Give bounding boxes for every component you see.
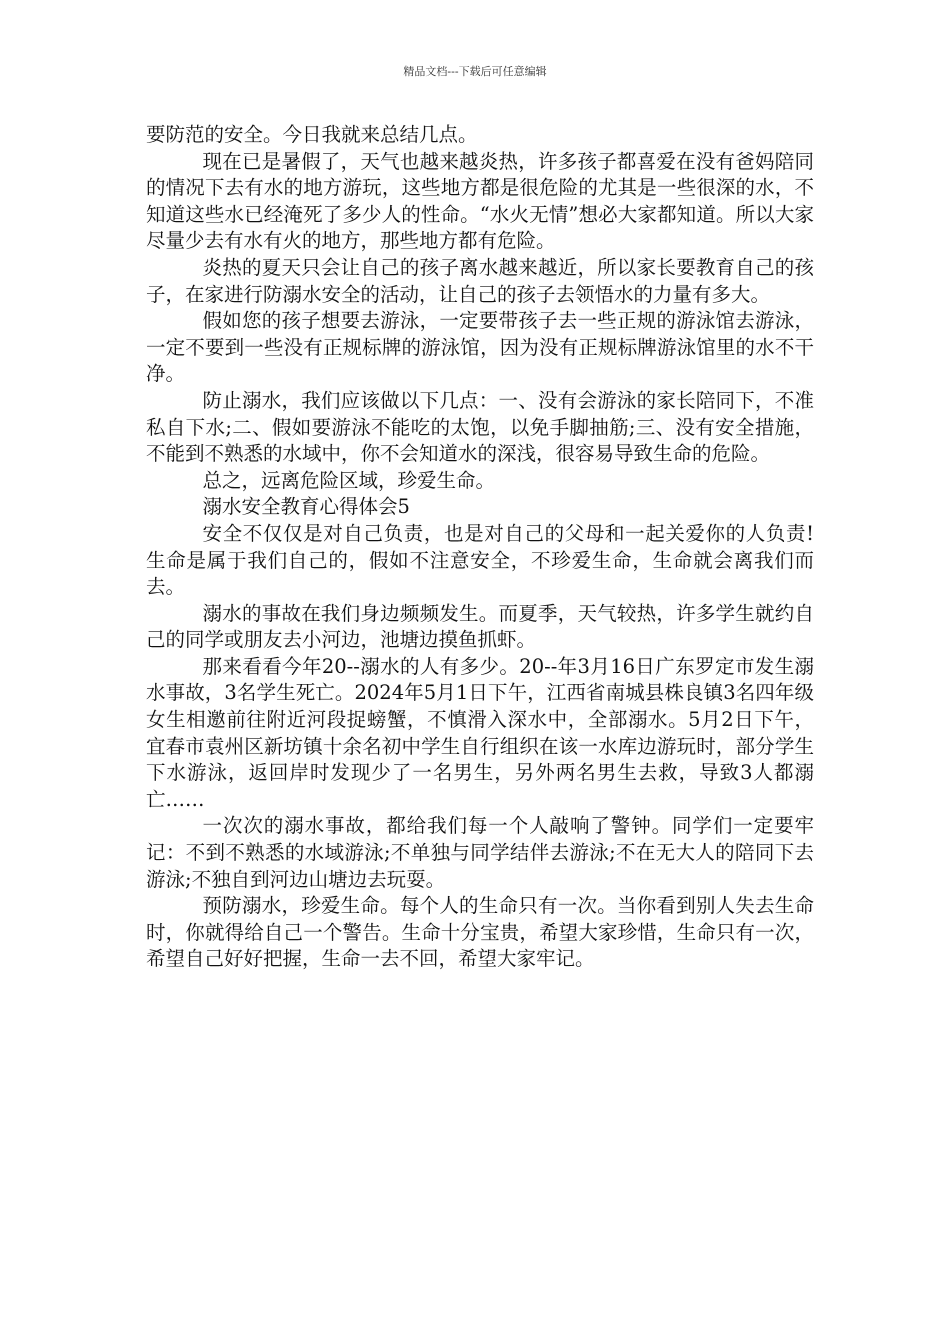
paragraph: 防止溺水，我们应该做以下几点：一、没有会游泳的家长陪同下，不准私自下水;二、假如要游泳不能吃的太饱，以免手脚抽筋;三、没有安全措施，不能到不熟悉的水域中，你不会知道水的深浅，很容易导致生命的危险。 (146, 388, 814, 466)
paragraph: 预防溺水，珍爱生命。每个人的生命只有一次。当你看到别人失去生命时，你就得给自己一个警告。生命十分宝贵，希望大家珍惜，生命只有一次，希望自己好好把握，生命一去不回，希望大家牢记。 (146, 894, 814, 971)
paragraph: 那来看看今年20--溺水的人有多少。20--年3月16日广东罗定市发生溺水事故，3名学生死亡。2024年5月1日下午，江西省南城县株良镇3名四年级女生相邀前往附近河段捉螃蟹，不慎滑入深水中，全部溺水。5月2日下午，宜春市袁州区新坊镇十余名初中学生自行组织在该一水库边游玩时，部分学生下水游泳，返回岸时发现少了一名男生，另外两名男生去救，导致3人都溺亡…… (146, 654, 814, 811)
paragraph: 假如您的孩子想要去游泳，一定要带孩子去一些正规的游泳馆去游泳，一定不要到一些没有正规标牌的游泳馆，因为没有正规标牌游泳馆里的水不干净。 (146, 309, 814, 386)
paragraph: 现在已是暑假了，天气也越来越炎热，许多孩子都喜爱在没有爸妈陪同的情况下去有水的地方游玩，这些地方都是很危险的尤其是一些很深的水，不知道这些水已经淹死了多少人的性命。“水火无情”想必大家都知道。所以大家尽量少去有水有火的地方，那些地方都有危险。 (146, 149, 814, 253)
paragraph: 安全不仅仅是对自己负责，也是对自己的父母和一起关爱你的人负责!生命是属于我们自己的，假如不注意安全，不珍爱生命，生命就会离我们而去。 (146, 521, 814, 599)
paragraph: 炎热的夏天只会让自己的孩子离水越来越近，所以家长要教育自己的孩子，在家进行防溺水安全的活动，让自己的孩子去领悟水的力量有多大。 (146, 255, 814, 306)
section-heading: 溺水安全教育心得体会5 (202, 495, 410, 519)
paragraph: 总之，远离危险区域，珍爱生命。 (202, 468, 496, 492)
page-header: 精品文档---下载后可任意编辑 (403, 65, 547, 78)
paragraph: 一次次的溺水事故，都给我们每一个人敲响了警钟。同学们一定要牢记：不到不熟悉的水域游泳;不单独与同学结伴去游泳;不在无大人的陪同下去游泳;不独自到河边山塘边去玩耍。 (146, 814, 814, 891)
paragraph: 要防范的安全。今日我就来总结几点。 (146, 123, 478, 146)
document-body (146, 122, 814, 973)
paragraph: 溺水的事故在我们身边频频发生。而夏季，天气较热，许多学生就约自己的同学或朋友去小河边，池塘边摸鱼抓虾。 (146, 601, 814, 652)
